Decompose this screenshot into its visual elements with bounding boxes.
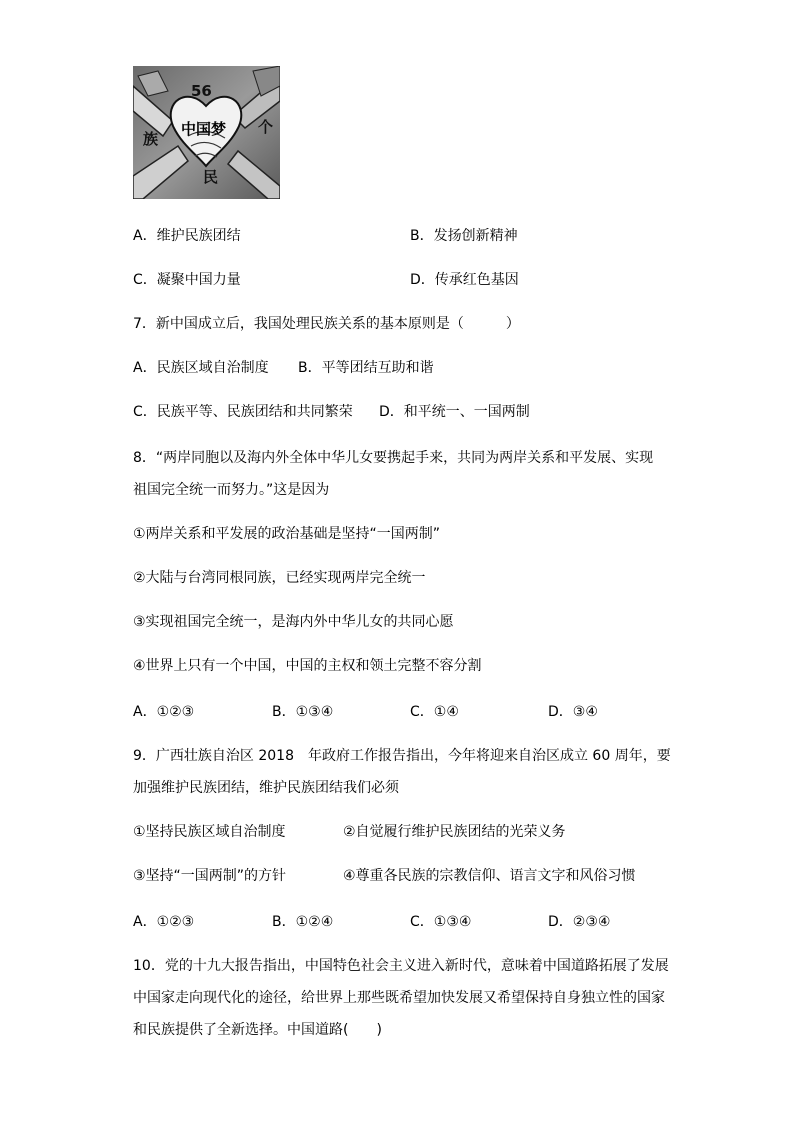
q8-item-2: ②大陆与台湾同根同族，已经实现两岸完全统一 (133, 570, 426, 586)
q6-option-c: C．凝聚中国力量 (133, 272, 241, 288)
q6-option-a: A．维护民族团结 (133, 228, 241, 244)
q6-option-d: D．传承红色基因 (410, 272, 519, 288)
unity-hands-illustration (133, 66, 280, 199)
figure-label-left: 族 (143, 130, 159, 148)
q9-option-d: D．②③④ (548, 914, 611, 930)
q9-option-c: C．①③④ (410, 914, 472, 930)
q8-stem-line1: 8．“两岸同胞以及海内外全体中华儿女要携起手来，共同为两岸关系和平发展、实现 (133, 450, 654, 466)
hands-drawing (133, 66, 280, 199)
figure-label-56: 56 (191, 82, 212, 100)
q9-item-4: ④尊重各民族的宗教信仰、语言文字和风俗习惯 (343, 868, 636, 884)
q6-option-b: B．发扬创新精神 (410, 228, 518, 244)
q9-stem-line2: 加强维护民族团结，维护民族团结我们必须 (133, 780, 399, 796)
q9-item-1: ①坚持民族区域自治制度 (133, 824, 286, 840)
q7-option-a: A．民族区域自治制度 (133, 360, 269, 376)
q10-stem-line2: 中国家走向现代化的途径，给世界上那些既希望加快发展又希望保持自身独立性的国家 (133, 990, 665, 1006)
q8-option-c: C．①④ (410, 704, 459, 720)
q9-option-a: A．①②③ (133, 914, 195, 930)
q8-item-4: ④世界上只有一个中国，中国的主权和领土完整不容分割 (133, 658, 482, 674)
q8-option-a: A．①②③ (133, 704, 195, 720)
q8-stem-line2: 祖国完全统一而努力。”这是因为 (133, 482, 330, 498)
q7-option-d: D．和平统一、一国两制 (379, 404, 530, 420)
q8-item-3: ③实现祖国完全统一，是海内外中华儿女的共同心愿 (133, 614, 454, 630)
figure-label-right: 个 (258, 118, 274, 136)
q10-stem-line1: 10．党的十九大报告指出，中国特色社会主义进入新时代，意味着中国道路拓展了发展 (133, 958, 669, 974)
figure-label-bottom: 民 (203, 168, 219, 186)
q9-option-b: B．①②④ (272, 914, 334, 930)
q9-item-3: ③坚持“一国两制”的方针 (133, 868, 287, 884)
q7-option-c: C．民族平等、民族团结和共同繁荣 (133, 404, 353, 420)
q8-option-b: B．①③④ (272, 704, 334, 720)
q8-option-d: D．③④ (548, 704, 598, 720)
q8-item-1: ①两岸关系和平发展的政治基础是坚持“一国两制” (133, 526, 441, 542)
q10-stem-line3: 和民族提供了全新选择。中国道路( ) (133, 1022, 382, 1038)
q7-option-b: B．平等团结互助和谐 (298, 360, 434, 376)
q7-stem: 7．新中国成立后，我国处理民族关系的基本原则是（ ） (133, 316, 520, 332)
figure-label-center: 中国梦 (181, 120, 227, 138)
q9-item-2: ②自觉履行维护民族团结的光荣义务 (343, 824, 566, 840)
q9-stem-line1: 9．广西壮族自治区 2018 年政府工作报告指出，今年将迎来自治区成立 60 周年，要 (133, 748, 671, 764)
